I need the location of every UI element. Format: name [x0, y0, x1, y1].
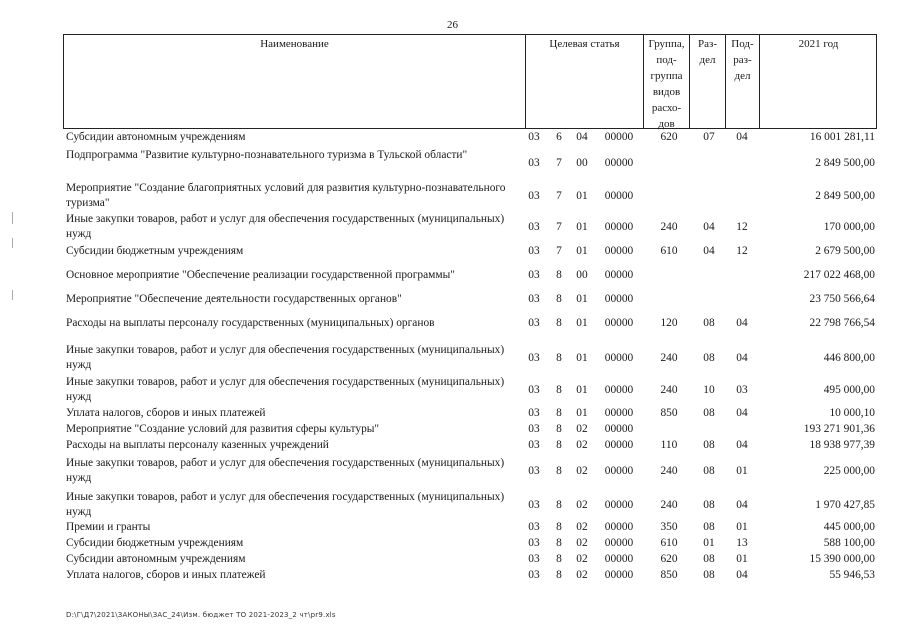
- row-code-direction: 00000: [604, 245, 634, 257]
- row-code-direction: 00000: [604, 537, 634, 549]
- row-amount: 1 970 427,85: [815, 499, 875, 511]
- row-code-subprogram: 8: [556, 537, 562, 549]
- row-code-direction: 00000: [604, 131, 634, 143]
- scan-mark: [12, 212, 13, 224]
- row-name: Иные закупки товаров, работ и услуг для обеспечения государственных (муниципальных) нужд: [66, 457, 505, 484]
- row-amount: 18 938 977,39: [809, 439, 875, 451]
- row-code-direction: 00000: [604, 384, 634, 396]
- row-name: Мероприятие "Создание условий для развития сферы культуры": [66, 423, 380, 435]
- row-code-program: 03: [528, 465, 540, 477]
- row-code-subprogram: 8: [556, 269, 562, 281]
- row-group: 120: [660, 317, 678, 329]
- row-section: 08: [703, 465, 715, 477]
- row-code-program: 03: [528, 352, 540, 364]
- row-group: 240: [660, 465, 678, 477]
- row-name: Мероприятие "Обеспечение деятельности государственных органов": [66, 293, 402, 305]
- row-amount: 588 100,00: [823, 537, 875, 549]
- row-code-program: 03: [528, 439, 540, 451]
- row-code-program: 03: [528, 245, 540, 257]
- row-code-direction: 00000: [604, 221, 634, 233]
- row-code-direction: 00000: [604, 293, 634, 305]
- row-group: 620: [660, 553, 678, 565]
- row-name: Уплата налогов, сборов и иных платежей: [66, 569, 266, 581]
- row-code-event: 04: [576, 131, 588, 143]
- scan-mark: [12, 238, 13, 248]
- row-name: Субсидии бюджетным учреждениям: [66, 537, 244, 549]
- row-code-program: 03: [528, 521, 540, 533]
- row-code-event: 02: [576, 553, 588, 565]
- row-name: Иные закупки товаров, работ и услуг для обеспечения государственных (муниципальных) нужд: [66, 376, 505, 403]
- row-code-direction: 00000: [604, 317, 634, 329]
- row-section: 08: [703, 439, 715, 451]
- row-code-subprogram: 8: [556, 499, 562, 511]
- row-code-event: 00: [576, 157, 588, 169]
- row-subsection: 01: [736, 465, 748, 477]
- row-subsection: 13: [736, 537, 748, 549]
- header-year: 2021 год: [798, 38, 839, 50]
- row-amount: 23 750 566,64: [809, 293, 875, 305]
- row-name: Субсидии автономным учреждениям: [66, 553, 246, 565]
- row-section: 04: [703, 245, 715, 257]
- row-section: 08: [703, 407, 715, 419]
- row-subsection: 04: [736, 407, 748, 419]
- row-group: 610: [660, 245, 678, 257]
- row-section: 07: [703, 131, 715, 143]
- row-subsection: 01: [736, 553, 748, 565]
- row-code-event: 02: [576, 537, 588, 549]
- row-name: Премии и гранты: [66, 521, 151, 533]
- row-code-subprogram: 8: [556, 439, 562, 451]
- row-subsection: 04: [736, 317, 748, 329]
- row-code-event: 01: [576, 245, 588, 257]
- row-code-direction: 00000: [604, 521, 634, 533]
- row-name: Субсидии бюджетным учреждениям: [66, 245, 244, 257]
- row-subsection: 03: [736, 384, 748, 396]
- row-section: 08: [703, 317, 715, 329]
- footer-path: D:\Г\Д7\2021\ЗАКОНЫ\ЗАС_24\Изм. бюджет ТО 2021-2023_2 чт\pr9.xls: [66, 611, 336, 619]
- row-code-program: 03: [528, 131, 540, 143]
- row-amount: 55 946,53: [829, 569, 875, 581]
- row-code-direction: 00000: [604, 569, 634, 581]
- row-code-direction: 00000: [604, 269, 634, 281]
- header-group: Группа, под- группа видов расхо- дов: [644, 35, 690, 128]
- header-name: Наименование: [64, 35, 526, 128]
- row-code-event: 01: [576, 221, 588, 233]
- row-subsection: 04: [736, 352, 748, 364]
- row-subsection: 04: [736, 499, 748, 511]
- row-group: 240: [660, 384, 678, 396]
- row-amount: 225 000,00: [823, 465, 875, 477]
- row-section: 08: [703, 352, 715, 364]
- row-group: 350: [660, 521, 678, 533]
- scan-mark: [12, 290, 13, 300]
- row-section: 04: [703, 221, 715, 233]
- row-code-direction: 00000: [604, 499, 634, 511]
- row-amount: 193 271 901,36: [803, 423, 875, 435]
- row-group: 240: [660, 352, 678, 364]
- row-code-event: 02: [576, 569, 588, 581]
- row-code-event: 01: [576, 352, 588, 364]
- row-code-program: 03: [528, 537, 540, 549]
- row-code-direction: 00000: [604, 190, 634, 202]
- row-amount: 170 000,00: [823, 221, 875, 233]
- row-code-direction: 00000: [604, 423, 634, 435]
- row-code-direction: 00000: [604, 439, 634, 451]
- row-code-event: 01: [576, 293, 588, 305]
- row-code-program: 03: [528, 269, 540, 281]
- row-group: 620: [660, 131, 678, 143]
- row-code-program: 03: [528, 157, 540, 169]
- row-group: 850: [660, 407, 678, 419]
- row-subsection: 12: [736, 221, 748, 233]
- row-code-subprogram: 8: [556, 352, 562, 364]
- row-name: Иные закупки товаров, работ и услуг для обеспечения государственных (муниципальных) нужд: [66, 213, 505, 240]
- row-code-subprogram: 7: [556, 190, 562, 202]
- row-amount: 22 798 766,54: [809, 317, 875, 329]
- row-code-subprogram: 7: [556, 157, 562, 169]
- row-code-program: 03: [528, 499, 540, 511]
- row-code-program: 03: [528, 423, 540, 435]
- row-code-event: 02: [576, 423, 588, 435]
- page-number: 26: [447, 19, 458, 31]
- row-code-event: 01: [576, 317, 588, 329]
- row-code-event: 01: [576, 190, 588, 202]
- row-group: 240: [660, 499, 678, 511]
- row-section: 08: [703, 553, 715, 565]
- row-group: 110: [660, 439, 678, 451]
- row-code-subprogram: 8: [556, 384, 562, 396]
- row-section: 08: [703, 521, 715, 533]
- row-group: 240: [660, 221, 678, 233]
- row-amount: 445 000,00: [823, 521, 875, 533]
- row-code-direction: 00000: [604, 465, 634, 477]
- table-header: [63, 34, 877, 129]
- row-amount: 15 390 000,00: [809, 553, 875, 565]
- row-code-event: 01: [576, 407, 588, 419]
- row-section: 08: [703, 499, 715, 511]
- row-code-program: 03: [528, 317, 540, 329]
- row-amount: 10 000,10: [829, 407, 875, 419]
- row-name: Расходы на выплаты персоналу государственных (муниципальных) органов: [66, 317, 435, 329]
- row-subsection: 04: [736, 131, 748, 143]
- row-code-subprogram: 8: [556, 569, 562, 581]
- row-amount: 217 022 468,00: [803, 269, 875, 281]
- row-name: Субсидии автономным учреждениям: [66, 131, 246, 143]
- row-code-subprogram: 8: [556, 465, 562, 477]
- row-code-direction: 00000: [604, 157, 634, 169]
- row-subsection: 01: [736, 521, 748, 533]
- row-code-subprogram: 8: [556, 521, 562, 533]
- row-code-subprogram: 8: [556, 423, 562, 435]
- row-code-direction: 00000: [604, 407, 634, 419]
- row-code-event: 02: [576, 465, 588, 477]
- row-code-subprogram: 7: [556, 245, 562, 257]
- row-name: Расходы на выплаты персоналу казенных учреждений: [66, 439, 329, 451]
- header-subsection: Под- раз- дел: [726, 35, 760, 128]
- row-amount: 2 679 500,00: [815, 245, 875, 257]
- row-code-event: 02: [576, 499, 588, 511]
- row-name: Иные закупки товаров, работ и услуг для обеспечения государственных (муниципальных) нужд: [66, 491, 505, 518]
- row-code-subprogram: 7: [556, 221, 562, 233]
- row-code-event: 00: [576, 269, 588, 281]
- row-section: 01: [703, 537, 715, 549]
- row-section: 10: [703, 384, 715, 396]
- row-code-subprogram: 8: [556, 293, 562, 305]
- row-name: Подпрограмма "Развитие культурно-познавательного туризма в Тульской области": [66, 149, 468, 161]
- header-target-article: Целевая статья: [526, 35, 644, 128]
- row-amount: 495 000,00: [823, 384, 875, 396]
- row-group: 610: [660, 537, 678, 549]
- row-amount: 2 849 500,00: [815, 157, 875, 169]
- row-name: Мероприятие "Создание благоприятных условий для развития культурно-познавательного туризма": [66, 182, 506, 209]
- row-code-program: 03: [528, 293, 540, 305]
- row-subsection: 04: [736, 569, 748, 581]
- row-code-program: 03: [528, 407, 540, 419]
- row-amount: 2 849 500,00: [815, 190, 875, 202]
- row-subsection: 04: [736, 439, 748, 451]
- row-group: 850: [660, 569, 678, 581]
- row-code-subprogram: 8: [556, 553, 562, 565]
- row-amount: 446 800,00: [823, 352, 875, 364]
- row-code-subprogram: 8: [556, 317, 562, 329]
- row-section: 08: [703, 569, 715, 581]
- row-subsection: 12: [736, 245, 748, 257]
- row-code-program: 03: [528, 569, 540, 581]
- header-section: Раз- дел: [690, 35, 726, 128]
- row-name: Уплата налогов, сборов и иных платежей: [66, 407, 266, 419]
- row-code-program: 03: [528, 221, 540, 233]
- row-code-direction: 00000: [604, 352, 634, 364]
- row-name: Основное мероприятие "Обеспечение реализации государственной программы": [66, 269, 455, 281]
- row-code-event: 01: [576, 384, 588, 396]
- row-code-direction: 00000: [604, 553, 634, 565]
- row-code-program: 03: [528, 384, 540, 396]
- row-amount: 16 001 281,11: [809, 131, 875, 143]
- row-code-subprogram: 8: [556, 407, 562, 419]
- row-code-event: 02: [576, 439, 588, 451]
- row-code-program: 03: [528, 553, 540, 565]
- row-code-subprogram: 6: [556, 131, 562, 143]
- row-code-event: 02: [576, 521, 588, 533]
- row-name: Иные закупки товаров, работ и услуг для обеспечения государственных (муниципальных) нужд: [66, 344, 505, 371]
- row-code-program: 03: [528, 190, 540, 202]
